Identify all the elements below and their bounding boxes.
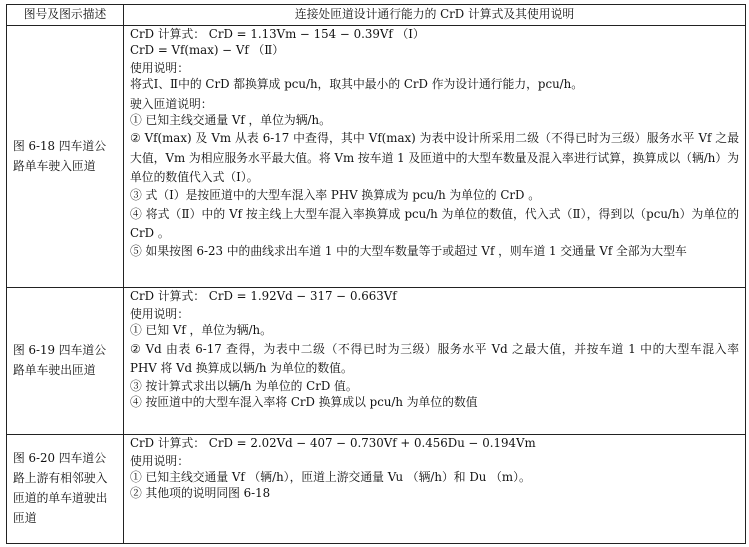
usage-heading: 使用说明： [130,306,189,321]
note-item: ③ 式（Ⅰ）是按匝道中的大型车混入率 PHV 换算成为 pcu/h 为单位的 CrD 。 [130,187,541,202]
formula-line: CrD 计算式： CrD = 1.13Vm − 154 − 0.39Vf （Ⅰ） [130,27,425,41]
formula-line: CrD 计算式： CrD = 2.02Vd − 407 − 0.730Vf + 0.456Du − 0.194Vm [130,436,536,450]
formula-notes-cell [124,26,746,288]
usage-heading: 使用说明： [130,60,189,75]
note-item: ④ 将式（Ⅱ）中的 Vf 按主线上大型车混入率换算成 pcu/h 为单位的数值，代入式（Ⅱ），得到以（pcu/h）为单位的 CrD 。 [130,206,739,240]
header-formula-and-notes: 连接处匝道设计通行能力的 CrD 计算式及其使用说明 [124,5,746,26]
section-heading: 驶入匝道说明： [130,96,213,111]
note-item: ② 其他项的说明同图 6-18 [130,485,271,500]
formula-notes-cell [124,435,746,544]
figure-description: 图 6-20 四车道公路上游有相邻驶入匝道的单车道驶出匝道 [7,435,124,544]
table-row [7,288,746,435]
figure-description: 图 6-19 四车道公路单车驶出匝道 [7,288,124,435]
note-item: ① 已知主线交通量 Vf （辆/h），匝道上游交通量 Vu （辆/h）和 Du （m）。 [130,469,531,484]
formula-line: CrD 计算式： CrD = 1.92Vd − 317 − 0.663Vf [130,289,397,303]
table-row [7,26,746,288]
table-header-row [7,5,746,26]
note-item: ② Vd 由表 6-17 查得，为表中二级（不得已时为三级）服务水平 Vd 之最大值，并按车道 1 中的大型车混入率 PHV 将 Vd 换算成以辆/h 为单位的数值。 [130,341,739,375]
formula-line: CrD = Vf(max) − Vf （Ⅱ） [130,42,285,57]
table-row [7,435,746,544]
note-item: ③ 按计算式求出以辆/h 为单位的 CrD 值。 [130,378,358,393]
note-item: ⑤ 如果按图 6-23 中的曲线求出车道 1 中的大型车数量等于或超过 Vf ，则车道 1 交通量 Vf 全部为大型车 [130,243,687,258]
usage-heading: 使用说明： [130,453,189,468]
ramp-capacity-table [6,4,746,544]
figure-description: 图 6-18 四车道公路单车驶入匝道 [7,26,124,288]
note-item: ④ 按匝道中的大型车混入率将 CrD 换算成以 pcu/h 为单位的数值 [130,394,478,409]
note-line: 将式Ⅰ、Ⅱ中的 CrD 都换算成 pcu/h，取其中最小的 CrD 作为设计通行能力，pcu/h。 [130,76,584,91]
formula-notes-cell [124,288,746,435]
note-item: ② Vf(max) 及 Vm 从表 6-17 中查得，其中 Vf(max) 为表中设计所采用二级（不得已时为三级）服务水平 Vf 之最大值，Vm 为相应服务水平最大值。将 Vm 按车道 1 及匝道中的大型车数量及混入率进行试算，换算成以（辆/h）为单位的数值代入式（Ⅰ）。 [130,131,739,184]
note-item: ① 已知主线交通量 Vf ，单位为辆/h。 [130,112,331,127]
header-figure-description: 图号及图示描述 [7,5,124,26]
note-item: ① 已知 Vf ，单位为辆/h。 [130,322,272,337]
